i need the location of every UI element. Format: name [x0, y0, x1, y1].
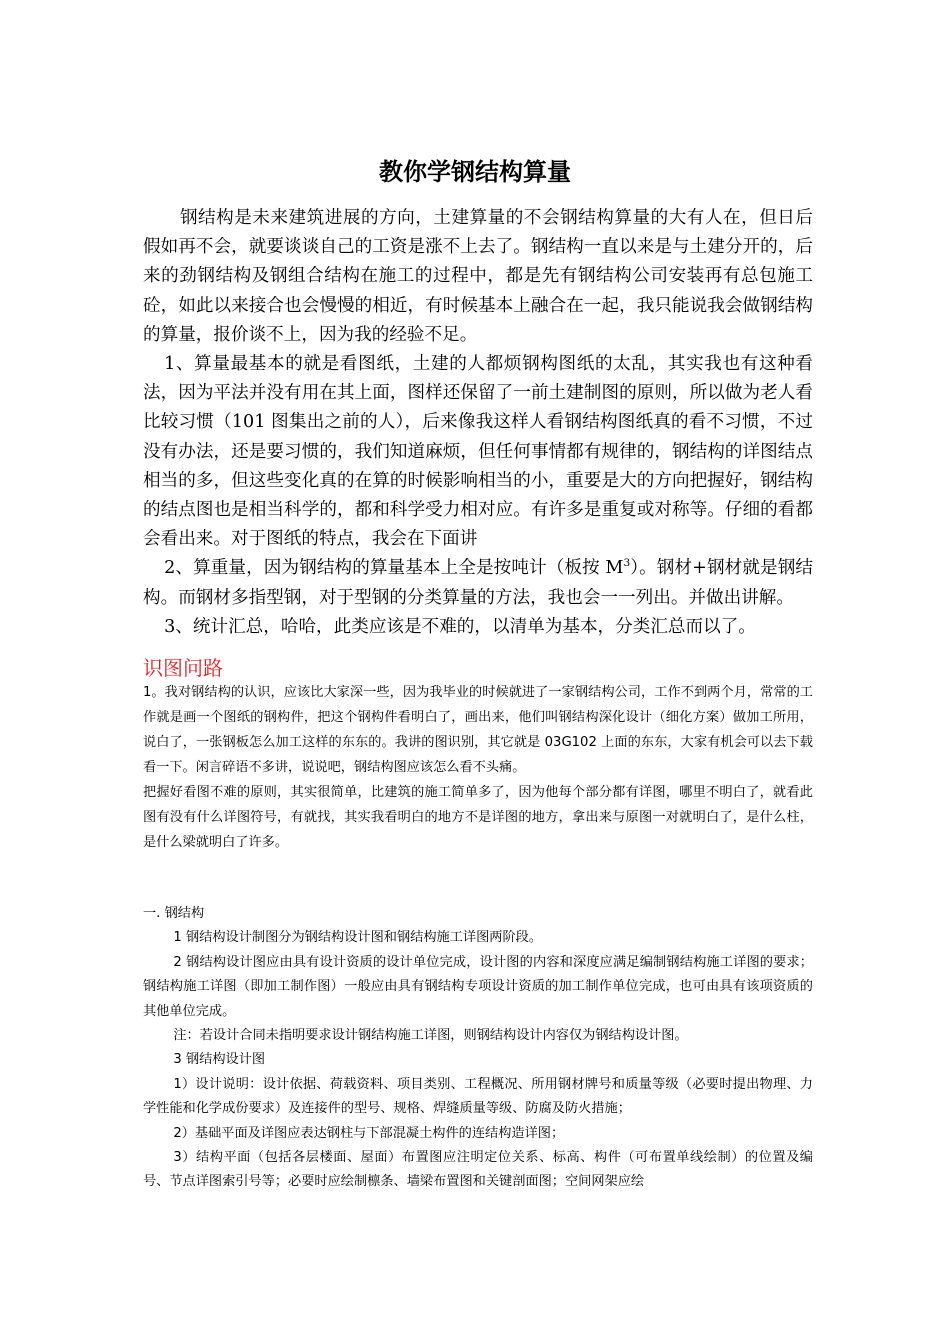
document-title: 教你学钢结构算量 [379, 157, 571, 186]
subsection-line-6: 3）结构平面（包括各层楼面、屋面）布置图应注明定位关系、标高、构件（可布置单线绘制）的位置及编号、节点详图索引号等；必要时应绘制檩条、墙梁布置图和关键剖面图；空间网架应绘 [143, 1150, 813, 1190]
subsection-note: 注：若设计合同未指明要求设计钢结构施工详图，则钢结构设计内容仅为钢结构设计图。 [173, 1028, 688, 1044]
item-2-text-a: 2、算重量，因为钢结构的算量基本上全是按吨计（板按 M [164, 558, 624, 579]
item-2-text-b: ）。钢材+钢材就是钢结构。而钢材多指型钢，对于型钢的分类算量的方法，我也会一一列出。并做出讲解。 [143, 558, 813, 608]
subsection-line-2: 2 钢结构设计图应由具有设计资质的设计单位完成，设计图的内容和深度应满足编制钢结构施工详图的要求；钢结构施工详图（即加工制作图）一般应由具有钢结构专项设计资质的加工制作单位完成，也可由具有该项资质的其他单位完成。 [143, 954, 813, 1019]
subsection-line-1: 1 钢结构设计制图分为钢结构设计图和钢结构施工详图两阶段。 [173, 930, 543, 946]
section-title: 识图问路 [143, 656, 223, 680]
subsection-line-5: 2）基础平面及详图应表达钢柱与下部混凝土构件的连结构造详图； [173, 1125, 565, 1141]
section-paragraph-2: 把握好看图不难的原则，其实很简单，比建筑的施工简单多了，因为他每个部分都有详图，哪里不明白了，就看此图有没有什么详图符号，有就找，其实我看明白的地方不是详图的地方，拿出来与原图一对就明白了，是什么柱，是什么梁就明白了许多。 [143, 785, 813, 850]
section-body [143, 680, 813, 855]
intro-paragraph: 钢结构是未来建筑进展的方向，土建算量的不会钢结构算量的大有人在，但日后假如再不会，就要谈谈自己的工资是涨不上去了。钢结构一直以来是与土建分开的，后来的劲钢结构及钢组合结构在施工的过程中，都是先有钢结构公司安装再有总包施工砼，如此以来接合也会慢慢的相近，有时候基本上融合在一起，我只能说我会做钢结构的算量，报价谈不上，因为我的经验不足。 [143, 208, 813, 345]
subsection-body [143, 902, 813, 1195]
subsection-line-4: 1）设计说明：设计依据、荷载资料、项目类别、工程概况、所用钢材牌号和质量等级（必要时提出物理、力学性能和化学成份要求）及连接件的型号、规格、焊缝质量等级、防腐及防火措施； [143, 1076, 813, 1117]
item-3-paragraph: 3、统计汇总，哈哈，此类应该是不难的，以清单为基本，分类汇总而以了。 [164, 616, 756, 637]
section-paragraph-1: 1。我对钢结构的认识，应该比大家深一些，因为我毕业的时候就进了一家钢结构公司，工作不到两个月，常常的工作就是画一个图纸的钢构件，把这个钢构件看明白了，画出来，他们叫钢结构深化设计（细化方案）做加工所用，说白了，一张钢板怎么加工这样的东东的。我讲的图识别，其它就是 03G102 上面的东东，大家有机会可以去下载看一下。闲言碎语不多讲，说说吧，钢结构图应该怎么看不头痛。 [143, 685, 813, 775]
intro-section [143, 204, 813, 642]
item-2-superscript: 3 [623, 557, 631, 570]
subsection-title: 一. 钢结构 [143, 906, 205, 921]
subsection-line-3: 3 钢结构设计图 [173, 1052, 266, 1068]
item-2-paragraph [143, 554, 813, 612]
item-1-paragraph: 1、算量最基本的就是看图纸，土建的人都烦钢构图纸的太乱，其实我也有这种看法，因为平法并没有用在其上面，图样还保留了一前土建制图的原则，所以做为老人看比较习惯（101 图集出之前的人），后来像我这样人看钢结构图纸真的看不习惯，不过没有办法，还是要习惯的，我们知道麻烦，但任何事情都有规律的，钢结构的详图结点相当的多，但这些变化真的在算的时候影响相当的小，重要是大的方向把握好，钢结构的结点图也是相当科学的，都和科学受力相对应。有许多是重复或对称等。仔细的看都会看出来。对于图纸的特点，我会在下面讲 [143, 354, 813, 550]
